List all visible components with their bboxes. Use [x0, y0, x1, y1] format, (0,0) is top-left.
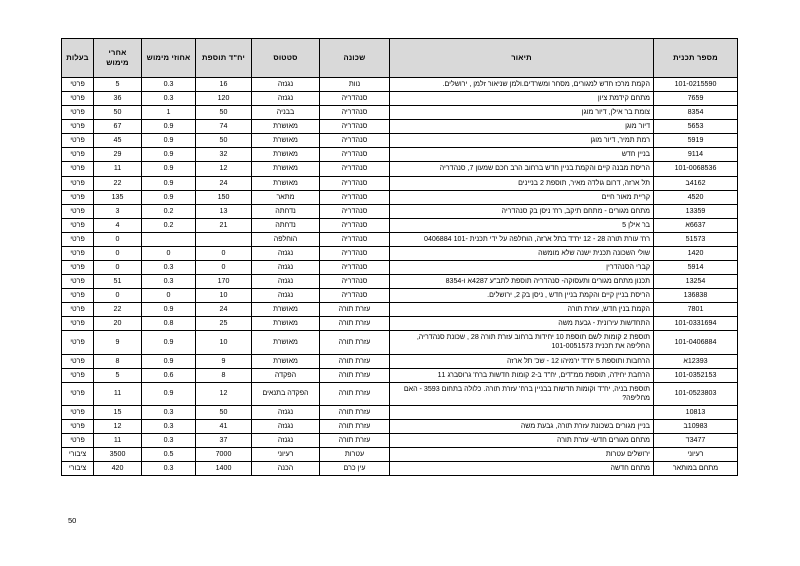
- cell-neighborhood: סנהדריה: [320, 261, 390, 275]
- cell-neighborhood: עזרת תורה: [320, 405, 390, 419]
- cell-ownership: פרטי: [62, 261, 94, 275]
- cell-realization-pct: 0: [142, 289, 196, 303]
- cell-ownership: פרטי: [62, 162, 94, 176]
- cell-after-realization: 9: [94, 331, 142, 354]
- cell-ownership: פרטי: [62, 190, 94, 204]
- table-row: [62, 120, 738, 134]
- cell-ownership: פרטי: [62, 275, 94, 289]
- cell-after-realization: 135: [94, 190, 142, 204]
- cell-neighborhood: עין כרם: [320, 462, 390, 476]
- cell-after-realization: 0: [94, 261, 142, 275]
- cell-added-units: 41: [196, 419, 252, 433]
- cell-realization-pct: 1: [142, 106, 196, 120]
- cell-neighborhood: סנהדריה: [320, 232, 390, 246]
- column-header-plan-number: מספר תכנית: [654, 39, 738, 78]
- cell-added-units: 0: [196, 261, 252, 275]
- table-row: [62, 462, 738, 476]
- cell-realization-pct: 0.3: [142, 405, 196, 419]
- cell-description: דיור מוגן: [390, 120, 654, 134]
- cell-neighborhood: סנהדריה: [320, 92, 390, 106]
- cell-added-units: 74: [196, 120, 252, 134]
- cell-added-units: 10: [196, 289, 252, 303]
- table-row: [62, 218, 738, 232]
- cell-description: תוספת בניה, יח"ד וקומות חדשות בבניין ברח' עזרת תורה. כלולה בתחום 3593 - האם מחליפה?: [390, 382, 654, 405]
- cell-realization-pct: 0.9: [142, 331, 196, 354]
- header-row: [62, 39, 738, 78]
- table-row: [62, 289, 738, 303]
- cell-added-units: 12: [196, 382, 252, 405]
- cell-added-units: 50: [196, 106, 252, 120]
- cell-status: מאושרת: [252, 134, 320, 148]
- cell-ownership: פרטי: [62, 134, 94, 148]
- cell-after-realization: 8: [94, 354, 142, 368]
- table-row: [62, 331, 738, 354]
- cell-description: תכנון מתחם מגורים ותעסוקה- סנהדריה תוספת לתב"ע 4287א ו-8354: [390, 275, 654, 289]
- cell-plan-number: 9114: [654, 148, 738, 162]
- cell-realization-pct: 0.3: [142, 419, 196, 433]
- table-row: [62, 382, 738, 405]
- cell-ownership: פרטי: [62, 148, 94, 162]
- cell-realization-pct: 0.3: [142, 434, 196, 448]
- cell-after-realization: 0: [94, 246, 142, 260]
- cell-neighborhood: סנהדריה: [320, 176, 390, 190]
- cell-after-realization: 29: [94, 148, 142, 162]
- cell-plan-number: 7801: [654, 303, 738, 317]
- column-header-ownership: בעלות: [62, 39, 94, 78]
- cell-after-realization: 36: [94, 92, 142, 106]
- page-number: 50: [68, 516, 77, 525]
- table-row: [62, 78, 738, 92]
- cell-after-realization: 5: [94, 368, 142, 382]
- table-row: [62, 106, 738, 120]
- cell-added-units: 12: [196, 162, 252, 176]
- cell-added-units: 50: [196, 405, 252, 419]
- cell-status: נגנזה: [252, 405, 320, 419]
- table-row: [62, 275, 738, 289]
- cell-plan-number: 5919: [654, 134, 738, 148]
- cell-ownership: ציבורי: [62, 448, 94, 462]
- cell-description: בניין מגורים בשכונת עזרת תורה, גבעת משה: [390, 419, 654, 433]
- column-header-description: תיאור: [390, 39, 654, 78]
- cell-added-units: 120: [196, 92, 252, 106]
- cell-status: הפקדה בתנאים: [252, 382, 320, 405]
- cell-plan-number: 136838: [654, 289, 738, 303]
- cell-description: בר אילן 5: [390, 218, 654, 232]
- cell-plan-number: 7659: [654, 92, 738, 106]
- table-row: [62, 448, 738, 462]
- cell-neighborhood: סנהדריה: [320, 204, 390, 218]
- table-row: [62, 92, 738, 106]
- cell-status: מתאר: [252, 190, 320, 204]
- table-row: [62, 317, 738, 331]
- cell-neighborhood: סנהדריה: [320, 120, 390, 134]
- cell-plan-number: 101-0352153: [654, 368, 738, 382]
- cell-after-realization: 15: [94, 405, 142, 419]
- plans-table-container: [62, 38, 738, 476]
- cell-added-units: 7000: [196, 448, 252, 462]
- cell-plan-number: 101-0215590: [654, 78, 738, 92]
- cell-neighborhood: סנהדריה: [320, 134, 390, 148]
- cell-plan-number: 101-0068536: [654, 162, 738, 176]
- cell-ownership: פרטי: [62, 317, 94, 331]
- cell-realization-pct: 0.9: [142, 382, 196, 405]
- cell-status: נגנזה: [252, 92, 320, 106]
- table-row: [62, 434, 738, 448]
- cell-plan-number: 1420: [654, 246, 738, 260]
- cell-realization-pct: 0.9: [142, 354, 196, 368]
- cell-ownership: פרטי: [62, 405, 94, 419]
- cell-neighborhood: עזרת תורה: [320, 368, 390, 382]
- cell-status: מאושרת: [252, 303, 320, 317]
- cell-description: הרחבות ותוספת 5 יח"ד ירמיהו 12 - שכ' תל ארזה: [390, 354, 654, 368]
- cell-added-units: 8: [196, 368, 252, 382]
- cell-neighborhood: סנהדריה: [320, 106, 390, 120]
- cell-plan-number: 12393א: [654, 354, 738, 368]
- cell-ownership: פרטי: [62, 120, 94, 134]
- cell-plan-number: 4520: [654, 190, 738, 204]
- cell-plan-number: 6637א: [654, 218, 738, 232]
- cell-description: צומת בר אילן, דיור מוגן: [390, 106, 654, 120]
- cell-added-units: 9: [196, 354, 252, 368]
- table-row: [62, 148, 738, 162]
- table-row: [62, 190, 738, 204]
- cell-neighborhood: עזרת תורה: [320, 419, 390, 433]
- cell-description: [390, 405, 654, 419]
- cell-description: הקמת מרכז חדש למגורים, מסחר ומשרדים.ולמן שניאור זלמן , ירושלים.: [390, 78, 654, 92]
- cell-added-units: 37: [196, 434, 252, 448]
- cell-neighborhood: עזרת תורה: [320, 354, 390, 368]
- cell-ownership: פרטי: [62, 232, 94, 246]
- cell-plan-number: 10983ב: [654, 419, 738, 433]
- cell-description: מתחם חדשה: [390, 462, 654, 476]
- cell-plan-number: 5653: [654, 120, 738, 134]
- cell-ownership: פרטי: [62, 92, 94, 106]
- cell-after-realization: 420: [94, 462, 142, 476]
- cell-realization-pct: 0.3: [142, 261, 196, 275]
- cell-neighborhood: סנהדריה: [320, 246, 390, 260]
- table-row: [62, 176, 738, 190]
- cell-description: מתחם קידמת ציון: [390, 92, 654, 106]
- cell-plan-number: מתחם במותאר: [654, 462, 738, 476]
- cell-description: שולי השכונה תכנית ישנה שלא מומשה: [390, 246, 654, 260]
- cell-realization-pct: 0.5: [142, 448, 196, 462]
- plans-table-body: [62, 78, 738, 476]
- cell-neighborhood: סנהדריה: [320, 289, 390, 303]
- cell-added-units: 24: [196, 303, 252, 317]
- cell-realization-pct: 0: [142, 246, 196, 260]
- cell-description: קריית מאור חיים: [390, 190, 654, 204]
- cell-added-units: 10: [196, 331, 252, 354]
- cell-ownership: פרטי: [62, 303, 94, 317]
- cell-status: בבניה: [252, 106, 320, 120]
- cell-added-units: 16: [196, 78, 252, 92]
- table-row: [62, 134, 738, 148]
- cell-ownership: פרטי: [62, 246, 94, 260]
- table-row: [62, 368, 738, 382]
- cell-plan-number: 13254: [654, 275, 738, 289]
- cell-ownership: ציבורי: [62, 462, 94, 476]
- cell-realization-pct: 0.9: [142, 148, 196, 162]
- cell-after-realization: 11: [94, 162, 142, 176]
- cell-description: רח' עורת תורה 28 - 12 יח"ד בתל ארזה, הוחלפה על ידי תכנית -101 0406884: [390, 232, 654, 246]
- cell-ownership: פרטי: [62, 218, 94, 232]
- table-row: [62, 354, 738, 368]
- cell-after-realization: 51: [94, 275, 142, 289]
- cell-neighborhood: סנהדריה: [320, 162, 390, 176]
- cell-plan-number: 101-0406884: [654, 331, 738, 354]
- cell-after-realization: 67: [94, 120, 142, 134]
- cell-neighborhood: עזרת תורה: [320, 382, 390, 405]
- cell-description: רמת תמיר, דיור מוגן: [390, 134, 654, 148]
- cell-after-realization: 3: [94, 204, 142, 218]
- table-row: [62, 204, 738, 218]
- cell-after-realization: 20: [94, 317, 142, 331]
- cell-added-units: 170: [196, 275, 252, 289]
- cell-status: נגנזה: [252, 289, 320, 303]
- cell-neighborhood: נוות: [320, 78, 390, 92]
- cell-status: מאושרת: [252, 162, 320, 176]
- cell-neighborhood: עזרת תורה: [320, 331, 390, 354]
- cell-description: הריסת בניין קיים והקמת בניין חדש , ניסן בק 2, ירושלים.: [390, 289, 654, 303]
- cell-ownership: פרטי: [62, 419, 94, 433]
- cell-neighborhood: סנהדריה: [320, 275, 390, 289]
- cell-neighborhood: סנהדריה: [320, 218, 390, 232]
- cell-added-units: 25: [196, 317, 252, 331]
- cell-after-realization: 0: [94, 232, 142, 246]
- cell-status: נגנזה: [252, 275, 320, 289]
- cell-status: נגנזה: [252, 246, 320, 260]
- cell-realization-pct: 0.8: [142, 317, 196, 331]
- cell-status: מאושרת: [252, 120, 320, 134]
- plans-table-header: [62, 39, 738, 78]
- cell-neighborhood: עטרות: [320, 448, 390, 462]
- cell-ownership: פרטי: [62, 204, 94, 218]
- cell-after-realization: 22: [94, 303, 142, 317]
- cell-plan-number: 101-0331694: [654, 317, 738, 331]
- cell-realization-pct: 0.2: [142, 218, 196, 232]
- cell-status: מאושרת: [252, 148, 320, 162]
- cell-description: הרחבת יחידה, תוספת ממ"דים, יח"ד ב-2 קומות חדשות ברח' גרוסברג 11: [390, 368, 654, 382]
- cell-status: מאושרת: [252, 354, 320, 368]
- cell-after-realization: 11: [94, 382, 142, 405]
- cell-realization-pct: 0.3: [142, 462, 196, 476]
- cell-description: הקמת בנין חדש, עזרת תורה: [390, 303, 654, 317]
- column-header-neighborhood: שכונה: [320, 39, 390, 78]
- cell-neighborhood: עזרת תורה: [320, 317, 390, 331]
- cell-realization-pct: 0.9: [142, 134, 196, 148]
- cell-neighborhood: סנהדריה: [320, 148, 390, 162]
- cell-description: ירושלים עטרות: [390, 448, 654, 462]
- cell-plan-number: 13359: [654, 204, 738, 218]
- cell-description: מתחם מגורים - מתחם תיקב, רח' ניסן בק סנהדריה: [390, 204, 654, 218]
- table-row: [62, 261, 738, 275]
- cell-added-units: [196, 232, 252, 246]
- table-row: [62, 405, 738, 419]
- cell-neighborhood: עזרת תורה: [320, 434, 390, 448]
- table-row: [62, 419, 738, 433]
- cell-description: מתחם מגורים חדש- עזרת תורה: [390, 434, 654, 448]
- cell-after-realization: 5: [94, 78, 142, 92]
- cell-realization-pct: 0.9: [142, 162, 196, 176]
- table-row: [62, 303, 738, 317]
- cell-added-units: 32: [196, 148, 252, 162]
- cell-status: נגנזה: [252, 78, 320, 92]
- cell-description: בניין חדש: [390, 148, 654, 162]
- cell-status: נגנזה: [252, 419, 320, 433]
- cell-plan-number: 4162ב: [654, 176, 738, 190]
- cell-status: נדחתה: [252, 204, 320, 218]
- cell-added-units: 1400: [196, 462, 252, 476]
- cell-neighborhood: עזרת תורה: [320, 303, 390, 317]
- cell-ownership: פרטי: [62, 289, 94, 303]
- cell-after-realization: 11: [94, 434, 142, 448]
- cell-added-units: 13: [196, 204, 252, 218]
- cell-added-units: 0: [196, 246, 252, 260]
- cell-after-realization: 3500: [94, 448, 142, 462]
- cell-ownership: פרטי: [62, 106, 94, 120]
- table-row: [62, 246, 738, 260]
- table-row: [62, 232, 738, 246]
- cell-ownership: פרטי: [62, 78, 94, 92]
- cell-status: הוחלפה: [252, 232, 320, 246]
- column-header-status: סטטוס: [252, 39, 320, 78]
- cell-plan-number: 10813: [654, 405, 738, 419]
- cell-after-realization: 4: [94, 218, 142, 232]
- cell-after-realization: 0: [94, 289, 142, 303]
- cell-status: רעיוני: [252, 448, 320, 462]
- cell-plan-number: 5914: [654, 261, 738, 275]
- cell-plan-number: 101-0523803: [654, 382, 738, 405]
- cell-status: נדחתה: [252, 218, 320, 232]
- cell-realization-pct: 0.3: [142, 78, 196, 92]
- cell-status: הפקדה: [252, 368, 320, 382]
- cell-plan-number: 3477ד: [654, 434, 738, 448]
- cell-description: התחדשות עירונית - גבעת משה: [390, 317, 654, 331]
- cell-realization-pct: 0.9: [142, 303, 196, 317]
- cell-realization-pct: 0.2: [142, 204, 196, 218]
- cell-realization-pct: 0.3: [142, 275, 196, 289]
- cell-status: מאושרת: [252, 176, 320, 190]
- cell-ownership: פרטי: [62, 331, 94, 354]
- cell-status: הכנה: [252, 462, 320, 476]
- cell-description: הריסת מבנה קיים והקמת בניין חדש ברחוב הרב חכם שמעון 7, סנהדריה: [390, 162, 654, 176]
- cell-after-realization: 12: [94, 419, 142, 433]
- cell-after-realization: 22: [94, 176, 142, 190]
- cell-description: קברי הסנהדרין: [390, 261, 654, 275]
- cell-realization-pct: 0.9: [142, 120, 196, 134]
- cell-ownership: פרטי: [62, 368, 94, 382]
- cell-realization-pct: 0.6: [142, 368, 196, 382]
- cell-realization-pct: 0.3: [142, 92, 196, 106]
- cell-realization-pct: [142, 232, 196, 246]
- cell-realization-pct: 0.9: [142, 190, 196, 204]
- cell-neighborhood: סנהדריה: [320, 190, 390, 204]
- cell-status: נגנזה: [252, 261, 320, 275]
- table-row: [62, 162, 738, 176]
- column-header-added-units: יח"ד תוספת: [196, 39, 252, 78]
- cell-status: נגנזה: [252, 434, 320, 448]
- cell-ownership: פרטי: [62, 176, 94, 190]
- cell-added-units: 150: [196, 190, 252, 204]
- cell-ownership: פרטי: [62, 434, 94, 448]
- cell-added-units: 21: [196, 218, 252, 232]
- cell-realization-pct: 0.9: [142, 176, 196, 190]
- cell-status: מאושרת: [252, 331, 320, 354]
- column-header-realization-pct: אחוזי מימוש: [142, 39, 196, 78]
- cell-added-units: 24: [196, 176, 252, 190]
- cell-description: תוספת 2 קומות לשם תוספת 10 יחידות ברחוב עזרת תורה 28 , שכונת סנהדריה, החליפה את תכנית 101-0051573: [390, 331, 654, 354]
- plans-table: [61, 38, 738, 476]
- cell-plan-number: 51573: [654, 232, 738, 246]
- cell-ownership: פרטי: [62, 382, 94, 405]
- cell-plan-number: רעיוני: [654, 448, 738, 462]
- cell-plan-number: 8354: [654, 106, 738, 120]
- cell-added-units: 50: [196, 134, 252, 148]
- cell-ownership: פרטי: [62, 354, 94, 368]
- cell-after-realization: 50: [94, 106, 142, 120]
- column-header-after-realization: אחרי מימוש: [94, 39, 142, 78]
- cell-after-realization: 45: [94, 134, 142, 148]
- cell-description: תל ארזה, דרום גולדה מאיר, תוספת 2 בניינים: [390, 176, 654, 190]
- cell-status: מאושרת: [252, 317, 320, 331]
